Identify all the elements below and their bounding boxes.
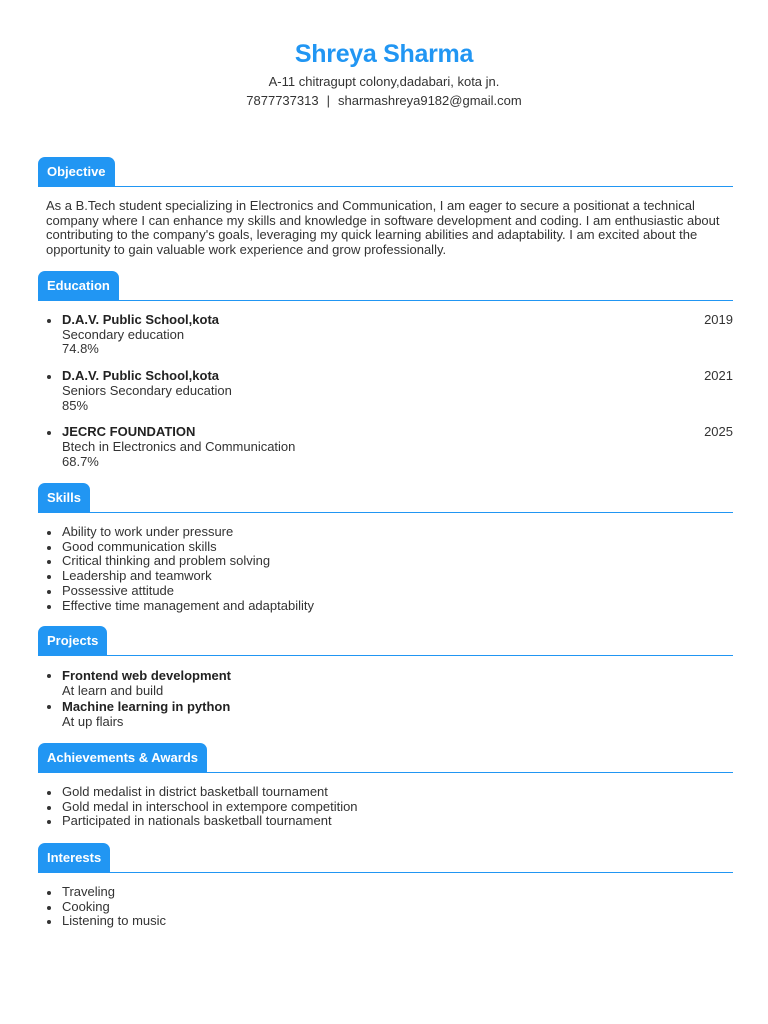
score: 74.8% xyxy=(62,341,99,357)
skills-title: Skills xyxy=(38,483,90,512)
achievement-item: Gold medalist in district basketball tournament xyxy=(38,785,733,800)
projects-list xyxy=(38,656,733,729)
education-item xyxy=(38,313,733,357)
contact-line xyxy=(0,92,768,109)
degree: Secondary education xyxy=(62,326,185,342)
education-item xyxy=(38,425,733,469)
project-item xyxy=(38,668,733,699)
education-year: 2025 xyxy=(704,424,733,440)
interest-item: Traveling xyxy=(38,885,733,900)
degree: Seniors Secondary education xyxy=(62,382,232,398)
objective-section xyxy=(38,155,733,258)
candidate-name: Shreya Sharma xyxy=(294,40,474,68)
education-list xyxy=(38,301,733,469)
project-detail: At up flairs xyxy=(62,713,124,729)
skill-item: Effective time management and adaptability xyxy=(38,599,733,614)
objective-title: Objective xyxy=(38,157,115,186)
email-address: sharmashreya9182@gmail.com xyxy=(337,93,522,108)
project-name: Machine learning in python xyxy=(62,698,231,714)
contact-separator: | xyxy=(326,93,330,108)
interests-list xyxy=(38,873,733,929)
education-section xyxy=(38,269,733,481)
interests-section xyxy=(38,841,733,929)
phone-number: 7877737313 xyxy=(246,93,319,108)
skill-item: Good communication skills xyxy=(38,540,733,555)
objective-text: As a B.Tech student specializing in Electronics and Communication, I am eager to secure a positionat a technical company where I can enhance my skills and knowledge in software development and coding. I am enthusiastic about contributing to the company's goals, leveraging my quick learning abilities and adaptability. I am excited about the opportunity to gain valuable work experience and grow professionally. xyxy=(46,198,720,258)
achievements-header xyxy=(38,741,733,773)
project-name: Frontend web development xyxy=(62,668,232,683)
skill-item: Possessive attitude xyxy=(38,584,733,599)
skills-section xyxy=(38,481,733,613)
projects-title: Projects xyxy=(38,626,107,655)
interests-header xyxy=(38,841,733,873)
interest-item: Cooking xyxy=(38,900,733,915)
interests-title: Interests xyxy=(38,843,110,872)
skill-item: Critical thinking and problem solving xyxy=(38,554,733,569)
achievements-section xyxy=(38,741,733,829)
skills-header xyxy=(38,481,733,513)
score: 85% xyxy=(62,397,89,413)
education-header xyxy=(38,269,733,301)
interest-item: Listening to music xyxy=(38,914,733,929)
skill-item: Leadership and teamwork xyxy=(38,569,733,584)
achievements-title: Achievements & Awards xyxy=(38,743,207,772)
education-year: 2019 xyxy=(704,312,733,327)
projects-header xyxy=(38,624,733,656)
score: 68.7% xyxy=(62,453,99,469)
objective-header xyxy=(38,155,733,187)
project-detail: At learn and build xyxy=(62,683,164,698)
projects-section xyxy=(38,624,733,729)
education-item xyxy=(38,369,733,413)
skill-item: Ability to work under pressure xyxy=(38,525,733,540)
degree: Btech in Electronics and Communication xyxy=(62,438,296,454)
achievements-list xyxy=(38,773,733,829)
education-title: Education xyxy=(38,271,119,300)
school-name: JECRC FOUNDATION xyxy=(62,424,196,440)
achievement-item: Participated in nationals basketball tournament xyxy=(38,814,733,829)
school-name: D.A.V. Public School,kota xyxy=(62,368,219,384)
skills-list xyxy=(38,513,733,613)
education-year: 2021 xyxy=(704,368,733,384)
school-name: D.A.V. Public School,kota xyxy=(62,312,219,327)
address-line: A-11 chitragupt colony,dadabari, kota jn. xyxy=(268,74,500,89)
project-item xyxy=(38,699,733,730)
resume-header xyxy=(0,0,768,109)
achievement-item: Gold medal in interschool in extempore competition xyxy=(38,800,733,815)
